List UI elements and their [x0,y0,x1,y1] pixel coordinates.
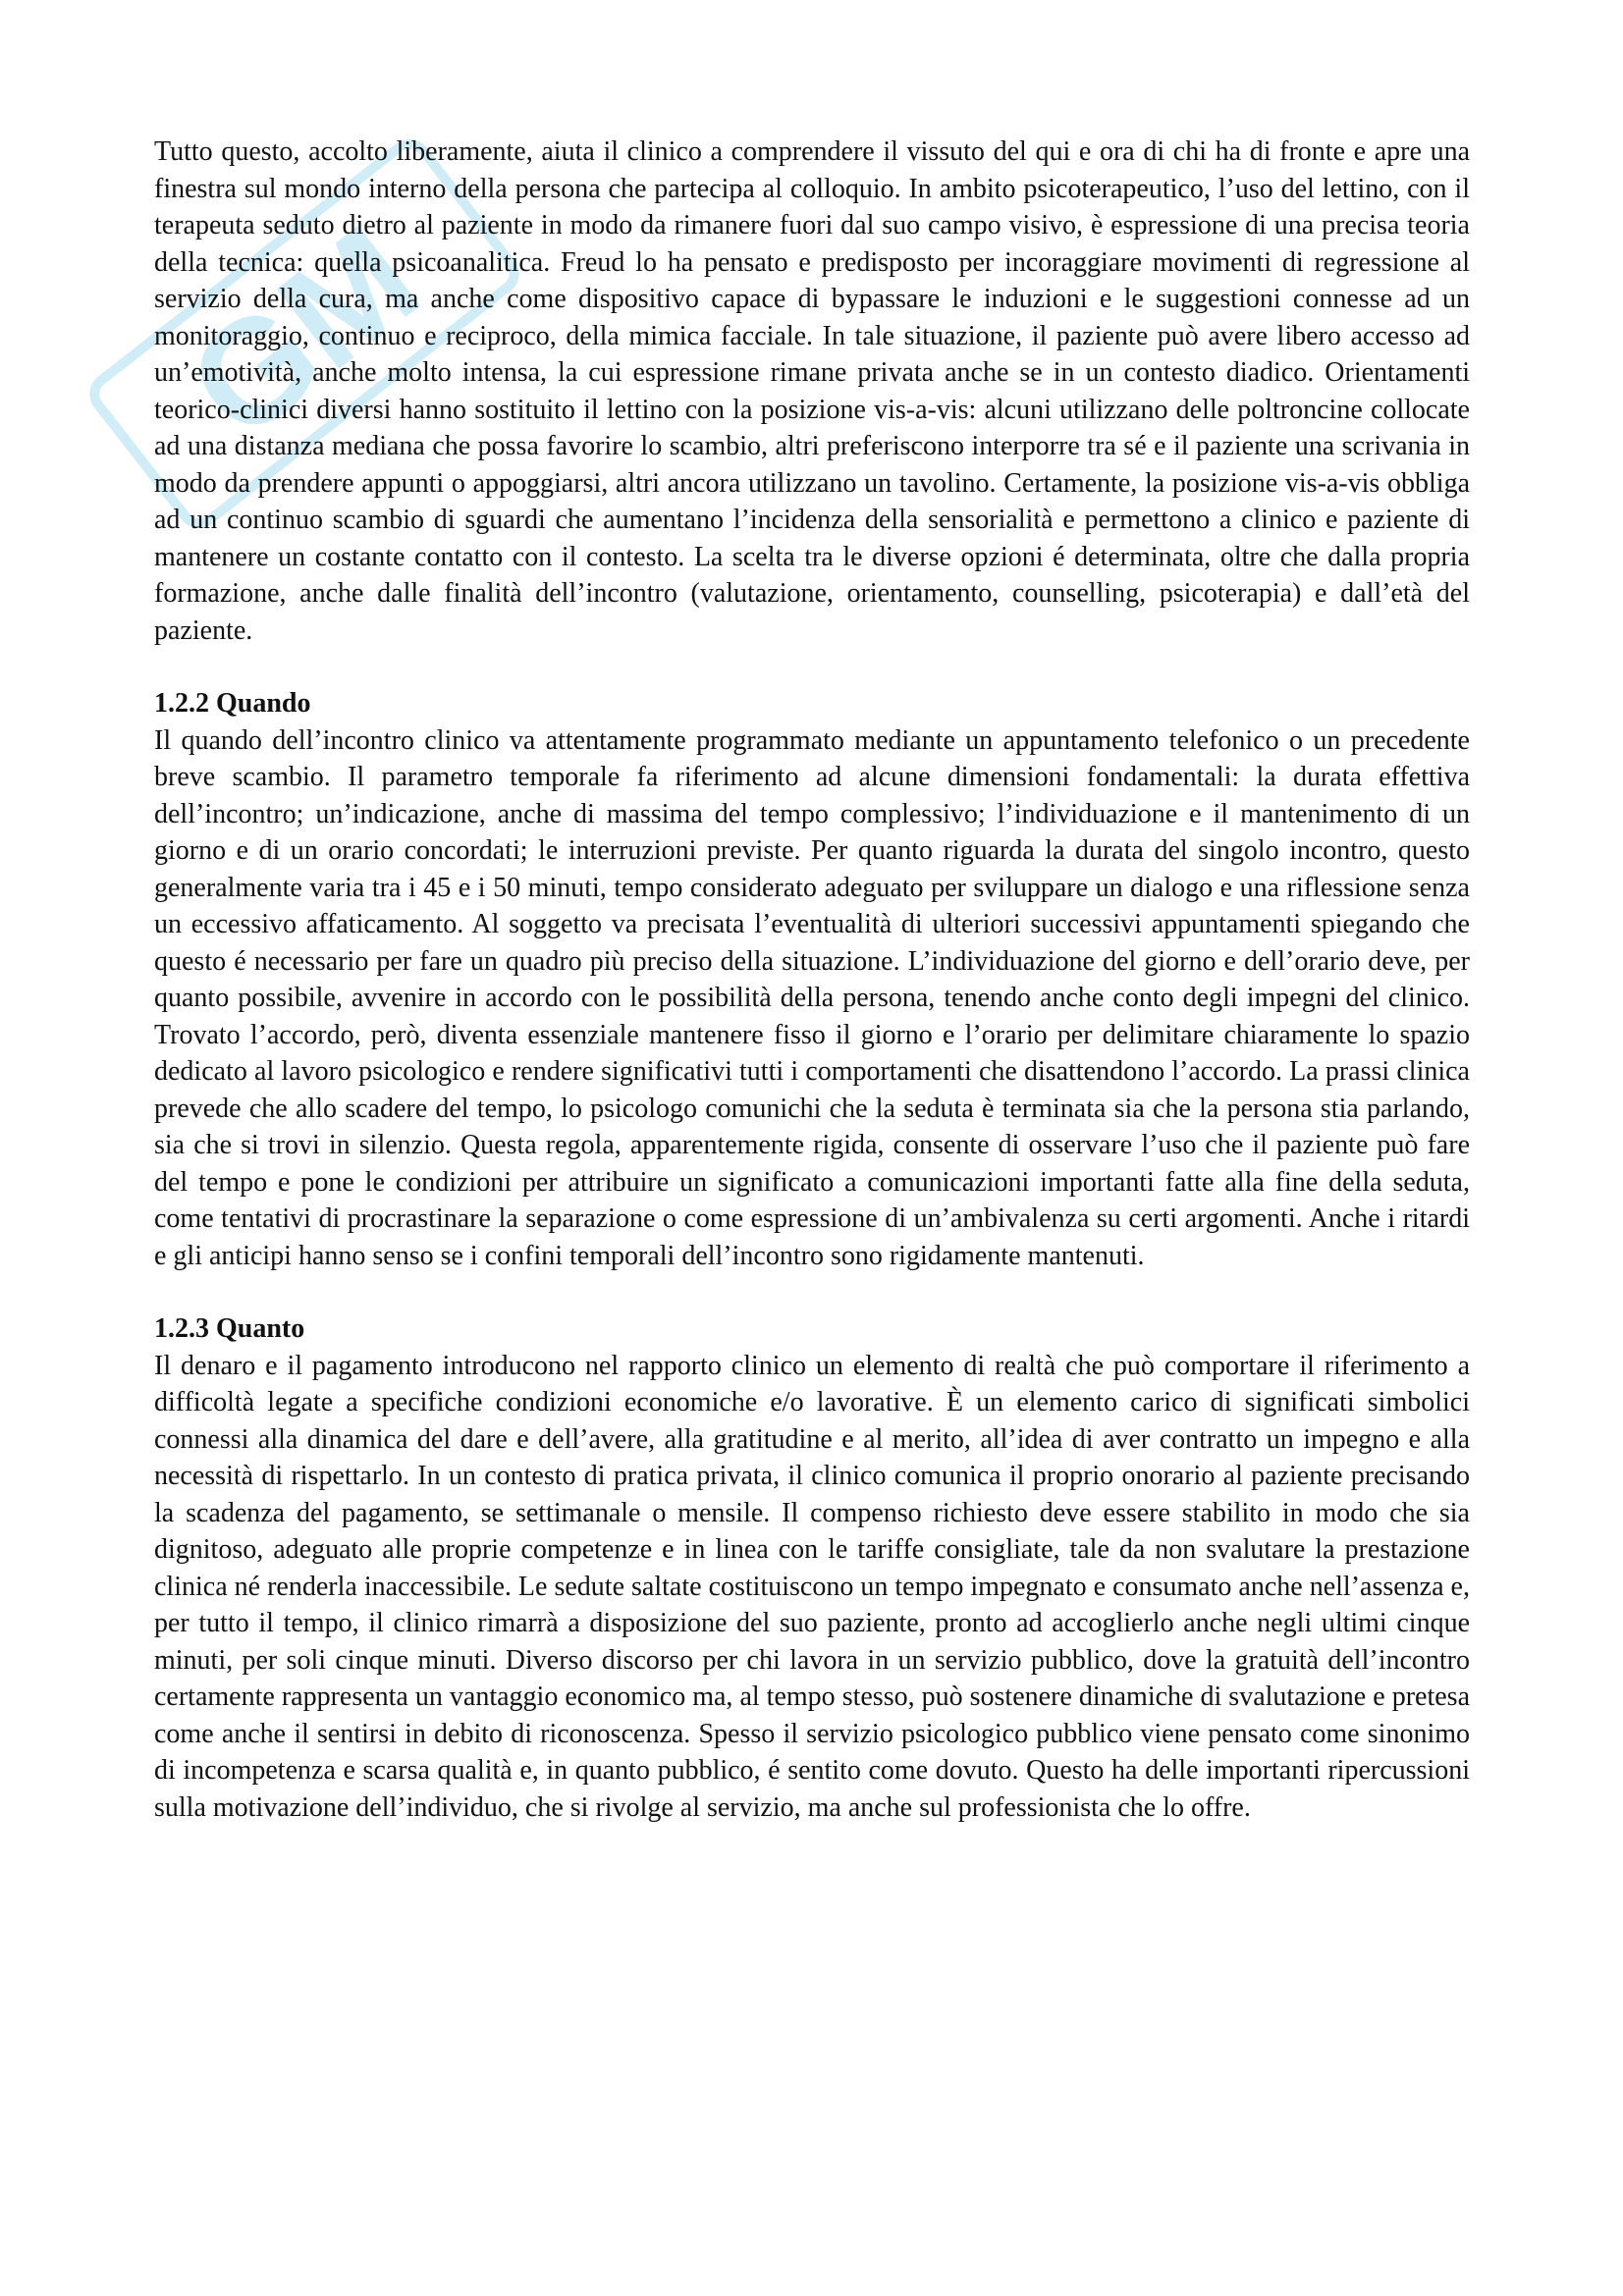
document-body [154,133,1470,1826]
section-paragraph: Il quando dell’incontro clinico va attentamente programmato mediante un appuntamento telefonico o un precedente breve scambio. Il parametro temporale fa riferimento ad alcune dimensioni fondamentali: la durata effettiva dell’incontro; un’indicazione, anche di massima del tempo complessivo; l’individuazione e il mantenimento di un giorno e di un orario concordati; le interruzioni previste. Per quanto riguarda la durata del singolo incontro, questo generalmente varia tra i 45 e i 50 minuti, tempo considerato adeguato per sviluppare un dialogo e una riflessione senza un eccessivo affaticamento. Al soggetto va precisata l’eventualità di ulteriori successivi appuntamenti spiegando che questo é necessario per fare un quadro più preciso della situazione. L’individuazione del giorno e dell’orario deve, per quanto possibile, avvenire in accordo con le possibilità della persona, tenendo anche conto degli impegni del clinico. Trovato l’accordo, però, diventa essenziale mantenere fisso il giorno e l’orario per delimitare chiaramente lo spazio dedicato al lavoro psicologico e rendere significativi tutti i comportamenti che disattendono l’accordo. La prassi clinica prevede che allo scadere del tempo, lo psicologo comunichi che la seduta è terminata sia che la persona stia parlando, sia che si trovi in silenzio. Questa regola, apparentemente rigida, consente di osservare l’uso che il paziente può fare del tempo e pone le condizioni per attribuire un significato a comunicazioni importanti fatte alla fine della seduta, come tentativi di procrastinare la separazione o come espressione di un’ambivalenza su certi argomenti. Anche i ritardi e gli anticipi hanno senso se i confini temporali dell’incontro sono rigidamente mantenuti. [154,724,1470,1271]
section-heading [154,1310,1470,1348]
section-number: 1.2.3 [154,1313,209,1344]
section-paragraph: Il denaro e il pagamento introducono nel rapporto clinico un elemento di realtà che può comportare il riferimento a difficoltà legate a specifiche condizioni economiche e/o lavorative. È un elemento carico di significati simbolici connessi alla dinamica del dare e dell’avere, alla gratitudine e al merito, all’idea di aver contratto un impegno e alla necessità di rispettarlo. In un contesto di pratica privata, il clinico comunica il proprio onorario al paziente precisando la scadenza del pagamento, se settimanale o mensile. Il compenso richiesto deve essere stabilito in modo che sia dignitoso, adeguato alle proprie competenze e in linea con le tariffe consigliate, tale da non svalutare la prestazione clinica né renderla inaccessibile. Le sedute saltate costituiscono un tempo impegnato e consumato anche nell’assenza e, per tutto il tempo, il clinico rimarrà a disposizione del suo paziente, pronto ad accoglierlo anche negli ultimi cinque minuti, per soli cinque minuti. Diverso discorso per chi lavora in un servizio pubblico, dove la gratuità dell’incontro certamente rappresenta un vantaggio economico ma, al tempo stesso, può sostenere dinamiche di svalutazione e pretesa come anche il sentirsi in debito di riconoscenza. Spesso il servizio psicologico pubblico viene pensato come sinonimo di incompetenza e scarsa qualità e, in quanto pubblico, é sentito come dovuto. Questo ha delle importanti ripercussioni sulla motivazione dell’individuo, che si rivolge al servizio, ma anche sul professionista che lo offre. [154,1350,1470,1823]
section-title: Quando [216,688,311,719]
section-title: Quanto [216,1313,305,1344]
section-quando [154,685,1470,1274]
watermark-text: GM [158,193,448,471]
intro-paragraph: Tutto questo, accolto liberamente, aiuta il clinico a comprendere il vissuto del qui e ora di chi ha di fronte e apre una finestra sul mondo interno della persona che partecipa al colloquio. In ambito psicoterapeutico, l’uso del lettino, con il terapeuta seduto dietro al paziente in modo da rimanere fuori dal suo campo visivo, è espressione di una precisa teoria della tecnica: quella psicoanalitica. Freud lo ha pensato e predisposto per incoraggiare movimenti di regressione al servizio della cura, ma anche come dispositivo capace di bypassare le induzioni e le suggestioni connesse ad un monitoraggio, continuo e reciproco, della mimica facciale. In tale situazione, il paziente può avere libero accesso ad un’emotività, anche molto intensa, la cui espressione rimane privata anche se in un contesto diadico. Orientamenti teorico-clinici diversi hanno sostituito il lettino con la posizione vis-a-vis: alcuni utilizzano delle poltroncine collocate ad una distanza mediana che possa favorire lo scambio, altri preferiscono interporre tra sé e il paziente una scrivania in modo da prendere appunti o appoggiarsi, altri ancora utilizzano un tavolino. Certamente, la posizione vis-a-vis obbliga ad un continuo scambio di sguardi che aumentano l’incidenza della sensorialità e permettono a clinico e paziente di mantenere un costante contatto con il contesto. La scelta tra le diverse opzioni é determinata, oltre che dalla propria formazione, anche dalle finalità dell’incontro (valutazione, orientamento, counselling, psicoterapia) e dall’età del paziente. [154,136,1470,646]
section-number: 1.2.2 [154,688,209,719]
section-heading [154,685,1470,722]
section-quanto [154,1310,1470,1826]
